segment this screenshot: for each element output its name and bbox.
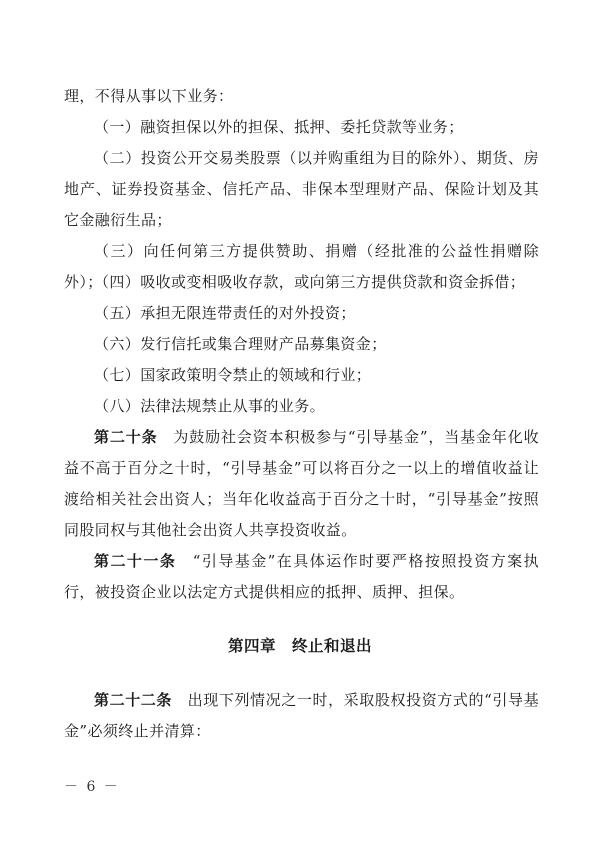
- list-item-1: （一）融资担保以外的担保、抵押、委托贷款等业务；: [94, 118, 464, 136]
- list-item-5: （五）承担无限连带责任的对外投资；: [94, 304, 356, 322]
- article-21: [64, 546, 539, 608]
- list-item-6: （六）发行信托或集合理财产品募集资金；: [94, 335, 387, 353]
- article-20: [64, 422, 539, 546]
- article-22: [64, 685, 539, 747]
- article-21-text: “引导基金”在具体运作时要严格按照投资方案执行，被投资企业以法定方式提供相应的抵押、质押、担保。: [64, 552, 540, 601]
- article-20-text: 为鼓励社会资本积极参与“引导基金”，当基金年化收益不高于百分之十时，“引导基金”可以将百分之一以上的增值收益让渡给相关社会出资人；当年化收益高于百分之十时，“引导基金”按照同股同权与其他社会出资人共享投资收益。: [64, 428, 539, 539]
- page-number: － 6 －: [64, 779, 120, 795]
- list-item-2: （二）投资公开交易类股票（以并购重组为目的除外）、期货、房地产、证券投资基金、信托产品、非保本型理财产品、保险计划及其它金融衍生品；: [64, 149, 539, 229]
- list-item-8: （八）法律法规禁止从事的业务。: [94, 397, 326, 415]
- paragraph-intro: 理，不得从事以下业务：: [64, 87, 234, 105]
- list-item-7: （七）国家政策明令禁止的领域和行业；: [94, 366, 372, 384]
- list-item-3: （三）向任何第三方提供赞助、捐赠（经批准的公益性捐赠除外）；: [64, 242, 539, 291]
- article-22-label: 第二十二条: [94, 691, 173, 709]
- chapter-heading: 第四章 终止和退出: [227, 637, 372, 655]
- article-22-text: 出现下列情况之一时，采取股权投资方式的“引导基金”必须终止并清算：: [64, 691, 539, 740]
- article-21-label: 第二十一条: [94, 552, 177, 570]
- article-20-label: 第二十条: [94, 428, 158, 446]
- list-item-4: （四）吸收或变相吸收存款，或向第三方提供贷款和资金拆借；: [94, 273, 526, 291]
